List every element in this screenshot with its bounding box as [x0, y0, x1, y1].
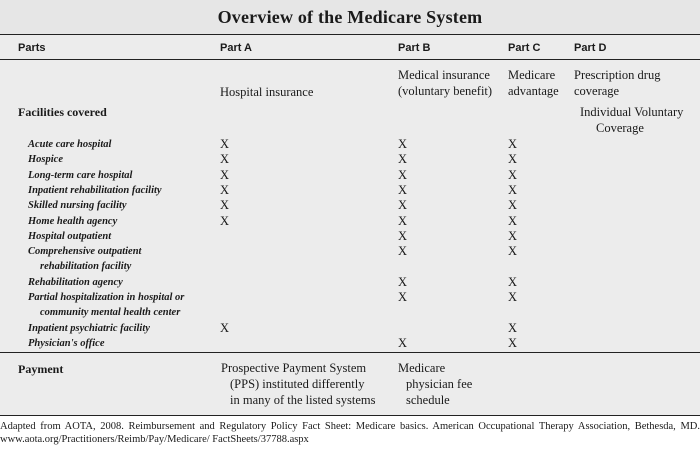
payment-part-b-3: schedule	[406, 393, 450, 407]
facility-name-line: Partial hospitalization in hospital or	[28, 292, 185, 303]
subheader-part-c-1: Medicare	[508, 68, 556, 82]
medicare-table	[0, 34, 700, 416]
facility-name-line: Physician's office	[28, 337, 105, 349]
coverage-mark-part-c: X	[508, 213, 518, 228]
coverage-mark-part-a: X	[220, 198, 230, 213]
header-part-c: Part C	[508, 42, 541, 54]
subheader-part-a: Hospital insurance	[220, 85, 314, 99]
header-rule	[0, 59, 700, 60]
coverage-mark-part-b: X	[398, 152, 408, 167]
coverage-mark-part-b: X	[398, 228, 408, 243]
facility-name-line: Long-term care hospital	[28, 169, 133, 181]
header-part-b: Part B	[398, 42, 431, 54]
facility-name	[28, 168, 228, 183]
facility-name	[28, 214, 228, 229]
facility-name	[28, 137, 228, 152]
header-parts: Parts	[18, 42, 46, 54]
facility-name-line: Comprehensive outpatient	[28, 246, 142, 258]
coverage-mark-part-c: X	[508, 152, 518, 167]
coverage-mark-part-a: X	[220, 213, 230, 228]
facility-name-line: Acute care hospital	[28, 139, 112, 150]
payment-part-a-3: in many of the listed systems	[230, 393, 376, 407]
coverage-mark-part-c: X	[508, 274, 518, 289]
coverage-mark-part-b: X	[398, 290, 408, 304]
coverage-mark-part-c: X	[508, 228, 518, 243]
coverage-mark-part-a: X	[220, 182, 230, 197]
coverage-mark-part-c: X	[508, 137, 518, 151]
facility-name	[28, 321, 228, 336]
coverage-mark-part-c: X	[508, 182, 518, 197]
facility-name-line: community mental health center	[40, 307, 181, 318]
coverage-mark-part-b: X	[398, 167, 408, 182]
coverage-mark-part-a: X	[220, 137, 230, 151]
facility-name	[28, 290, 228, 320]
coverage-mark-part-b: X	[398, 213, 408, 228]
coverage-mark-part-c: X	[508, 167, 518, 182]
payment-part-a-1: Prospective Payment System	[221, 361, 367, 375]
facility-name-line: Hospice	[28, 154, 63, 166]
payment-part-b-2: physician fee	[406, 377, 473, 391]
facility-name-line: Skilled nursing facility	[28, 200, 127, 212]
facility-name	[28, 198, 228, 213]
facility-name	[28, 336, 228, 351]
payment-part-b-1: Medicare	[398, 361, 446, 375]
facility-name-line: Inpatient psychiatric facility	[28, 322, 150, 334]
coverage-mark-part-c: X	[508, 290, 518, 304]
facility-name-line: Rehabilitation agency	[28, 276, 123, 288]
header-part-d: Part D	[574, 42, 607, 54]
facilities-label: Facilities covered	[18, 105, 107, 119]
subheader-part-b-2: (voluntary benefit)	[398, 84, 493, 98]
subheader-part-b-1: Medical insurance	[398, 68, 490, 82]
facility-name	[28, 275, 228, 290]
payment-rule	[0, 352, 700, 353]
subheader-part-c-2: advantage	[508, 84, 559, 98]
part-d-coverage-2: Coverage	[596, 121, 644, 135]
coverage-mark-part-c: X	[508, 320, 518, 335]
coverage-mark-part-c: X	[508, 335, 518, 350]
facility-name	[28, 229, 228, 244]
coverage-mark-part-b: X	[398, 182, 408, 197]
source-footnote: Adapted from AOTA, 2008. Reimbursement and Regulatory Policy Fact Sheet: Medicare basics. American Occupational Therapy Association, Bethesda, MD. www.aota.org/Practitioners/Reimb/Pay/Medicare/ FactSheets/37788.aspx	[0, 421, 700, 445]
facility-name-line: rehabilitation facility	[40, 261, 132, 273]
coverage-mark-part-a: X	[220, 320, 230, 335]
coverage-mark-part-b: X	[398, 335, 408, 350]
facility-name-line: Home health agency	[28, 215, 118, 227]
coverage-mark-part-c: X	[508, 198, 518, 213]
top-rule	[0, 34, 700, 35]
subheader-part-d-2: coverage	[574, 84, 620, 98]
header-part-a: Part A	[220, 42, 252, 54]
payment-label: Payment	[18, 362, 64, 376]
facility-name	[28, 183, 228, 198]
facility-name-line: Inpatient rehabilitation facility	[28, 184, 162, 196]
coverage-mark-part-b: X	[398, 198, 408, 213]
coverage-mark-part-b: X	[398, 244, 408, 259]
payment-part-a-2: (PPS) instituted differently	[230, 377, 365, 391]
coverage-mark-part-a: X	[220, 152, 230, 167]
facility-name-line: Hospital outpatient	[28, 230, 112, 242]
bottom-rule	[0, 415, 700, 416]
part-d-coverage-1: Individual Voluntary	[580, 105, 684, 119]
coverage-mark-part-a: X	[220, 167, 230, 182]
coverage-mark-part-b: X	[398, 137, 408, 151]
subheader-part-d-1: Prescription drug	[574, 68, 661, 82]
table-title: Overview of the Medicare System	[0, 0, 700, 34]
coverage-mark-part-b: X	[398, 274, 408, 289]
facility-name	[28, 244, 228, 274]
coverage-mark-part-c: X	[508, 244, 518, 259]
facility-name	[28, 152, 228, 167]
